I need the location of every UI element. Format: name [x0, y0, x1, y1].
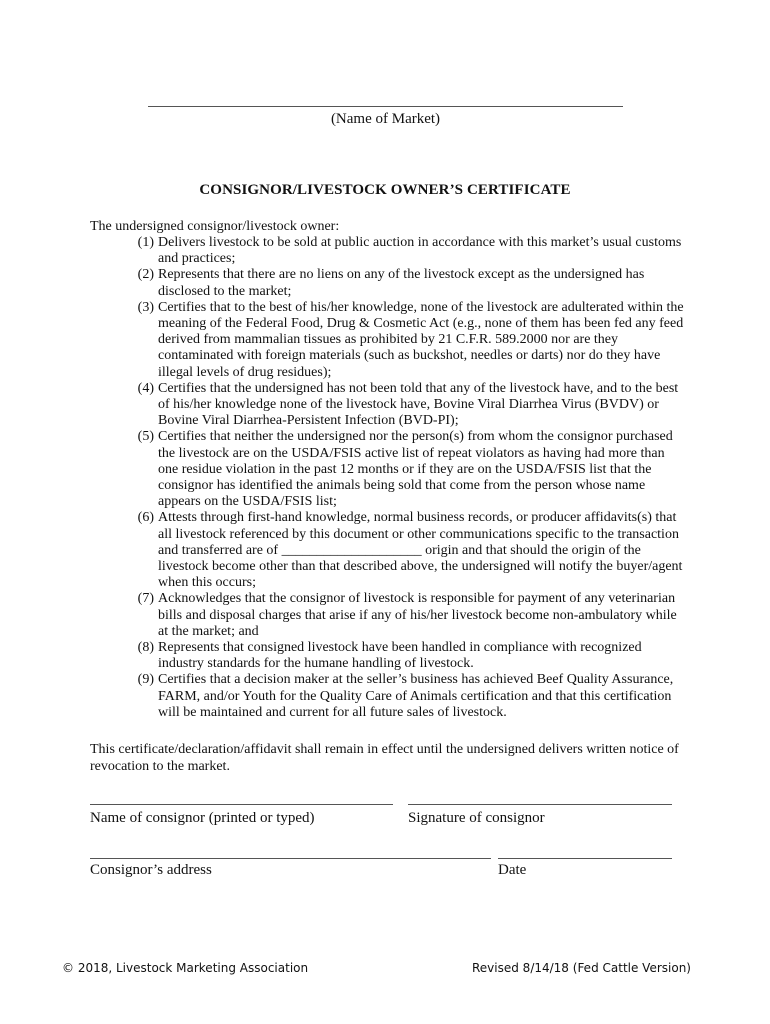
- item-text: [158, 300, 690, 381]
- document-title: CONSIGNOR/LIVESTOCK OWNER’S CERTIFICATE: [199, 182, 571, 198]
- item-line: contaminated with foreign materials (such as buckshot, needles or darts) nor do they have: [158, 348, 661, 364]
- item-number: (2): [137, 267, 154, 283]
- item-line: Bovine Viral Diarrhea-Persistent Infection (BVD-PI);: [158, 413, 459, 429]
- consignor-address-line[interactable]: [90, 858, 491, 859]
- item-line: Certifies that a decision maker at the seller’s business has achieved Beef Quality Assurance,: [158, 672, 674, 688]
- item-line: derived from mammalian tissues as prohibited by 21 C.F.R. 589.2000 nor are they: [158, 332, 619, 348]
- item-line: all livestock referenced by this document or other communications specific to the transaction: [158, 526, 679, 542]
- certification-item: [90, 235, 690, 267]
- item-number: (6): [137, 510, 154, 526]
- item-text: [158, 381, 690, 430]
- item-line: at the market; and: [158, 623, 259, 639]
- item-line: appears on the USDA/FSIS list;: [158, 494, 337, 510]
- certification-item: [90, 381, 690, 430]
- item-number: (7): [137, 591, 154, 607]
- item-text: [158, 429, 690, 510]
- certification-item: [90, 640, 690, 672]
- item-line: Delivers livestock to be sold at public auction in accordance with this market’s usual customs: [158, 235, 682, 250]
- item-line: Acknowledges that the consignor of livestock is responsible for payment of any veterinarian: [158, 591, 676, 607]
- certification-list: [90, 235, 690, 721]
- item-line: Represents that there are no liens on any of the livestock except as the undersigned has: [158, 267, 645, 283]
- certification-item: [90, 591, 690, 640]
- market-name-line[interactable]: [148, 106, 623, 107]
- item-line: Certifies that the undersigned has not been told that any of the livestock have, and to the best: [158, 380, 679, 396]
- item-line: FARM, and/or Youth for the Quality Care of Animals certification and that this certification: [158, 688, 672, 704]
- item-line: will be maintained and current for all future sales of livestock.: [158, 704, 507, 720]
- item-line: the livestock are on the USDA/FSIS active list of repeat violators as having had more than: [158, 445, 665, 461]
- certification-item: [90, 510, 690, 591]
- item-line: of his/her knowledge none of the livestock have, Bovine Viral Diarrhea Virus (BVDV) or: [158, 397, 659, 413]
- item-number: (8): [137, 640, 154, 656]
- date-line[interactable]: [498, 858, 672, 859]
- item-line: disclosed to the market;: [158, 283, 292, 299]
- closing-paragraph: This certificate/declaration/affidavit shall remain in effect until the undersigned delivers written notice of revocation to the market.: [90, 742, 679, 774]
- consignor-name-line[interactable]: [90, 804, 393, 805]
- certification-item: [90, 429, 690, 510]
- date-label: Date: [498, 862, 527, 878]
- item-number: (3): [137, 299, 154, 315]
- certification-item: [90, 267, 690, 299]
- footer-revision: Revised 8/14/18 (Fed Cattle Version): [472, 961, 691, 975]
- item-line: livestock become other than that described above, the undersigned will notify the buyer/agent: [158, 559, 683, 575]
- item-number: (1): [137, 235, 154, 250]
- item-line: Attests through first-hand knowledge, normal business records, or producer affidavits(s) that: [158, 510, 677, 526]
- item-line: consignor has identified the animals being sold that come from the person whose name: [158, 478, 646, 494]
- item-line: illegal levels of drug residues);: [158, 364, 332, 380]
- item-line: bills and disposal charges that arise if any of his/her livestock become non-ambulatory while: [158, 607, 677, 623]
- item-line: meaning of the Federal Food, Drug & Cosmetic Act (e.g., none of them has been fed any feed: [158, 316, 684, 332]
- item-text: [158, 591, 690, 640]
- item-line: Certifies that neither the undersigned nor the person(s) from whom the consignor purchased: [158, 429, 673, 445]
- item-line: industry standards for the humane handling of livestock.: [158, 656, 474, 672]
- item-number: (5): [137, 429, 154, 445]
- market-name-label: (Name of Market): [330, 111, 441, 127]
- item-text: [158, 510, 690, 591]
- consignor-address-label: Consignor’s address: [90, 862, 212, 878]
- item-line: Certifies that to the best of his/her knowledge, none of the livestock are adulterated within the: [158, 299, 684, 315]
- item-line: and transferred are of ____________________ origin and that should the origin of the: [158, 542, 641, 558]
- item-line: when this occurs;: [158, 575, 256, 591]
- item-line: and practices;: [158, 251, 236, 267]
- item-text: [158, 672, 690, 721]
- item-text: [158, 640, 690, 672]
- footer-copyright: © 2018, Livestock Marketing Association: [62, 961, 309, 975]
- consignor-name-label: Name of consignor (printed or typed): [90, 810, 315, 826]
- consignor-signature-label: Signature of consignor: [408, 810, 545, 826]
- certification-item: [90, 300, 690, 381]
- item-line: one residue violation in the past 12 months or if they are on the USDA/FSIS list that the: [158, 461, 652, 477]
- item-line: Represents that consigned livestock have been handled in compliance with recognized: [158, 640, 642, 656]
- item-number: (9): [137, 672, 154, 688]
- item-text: [158, 235, 690, 267]
- item-number: (4): [137, 380, 154, 396]
- consignor-signature-line[interactable]: [408, 804, 672, 805]
- intro-text: The undersigned consignor/livestock owner:: [90, 219, 340, 234]
- item-text: [158, 267, 690, 299]
- certification-item: [90, 672, 690, 721]
